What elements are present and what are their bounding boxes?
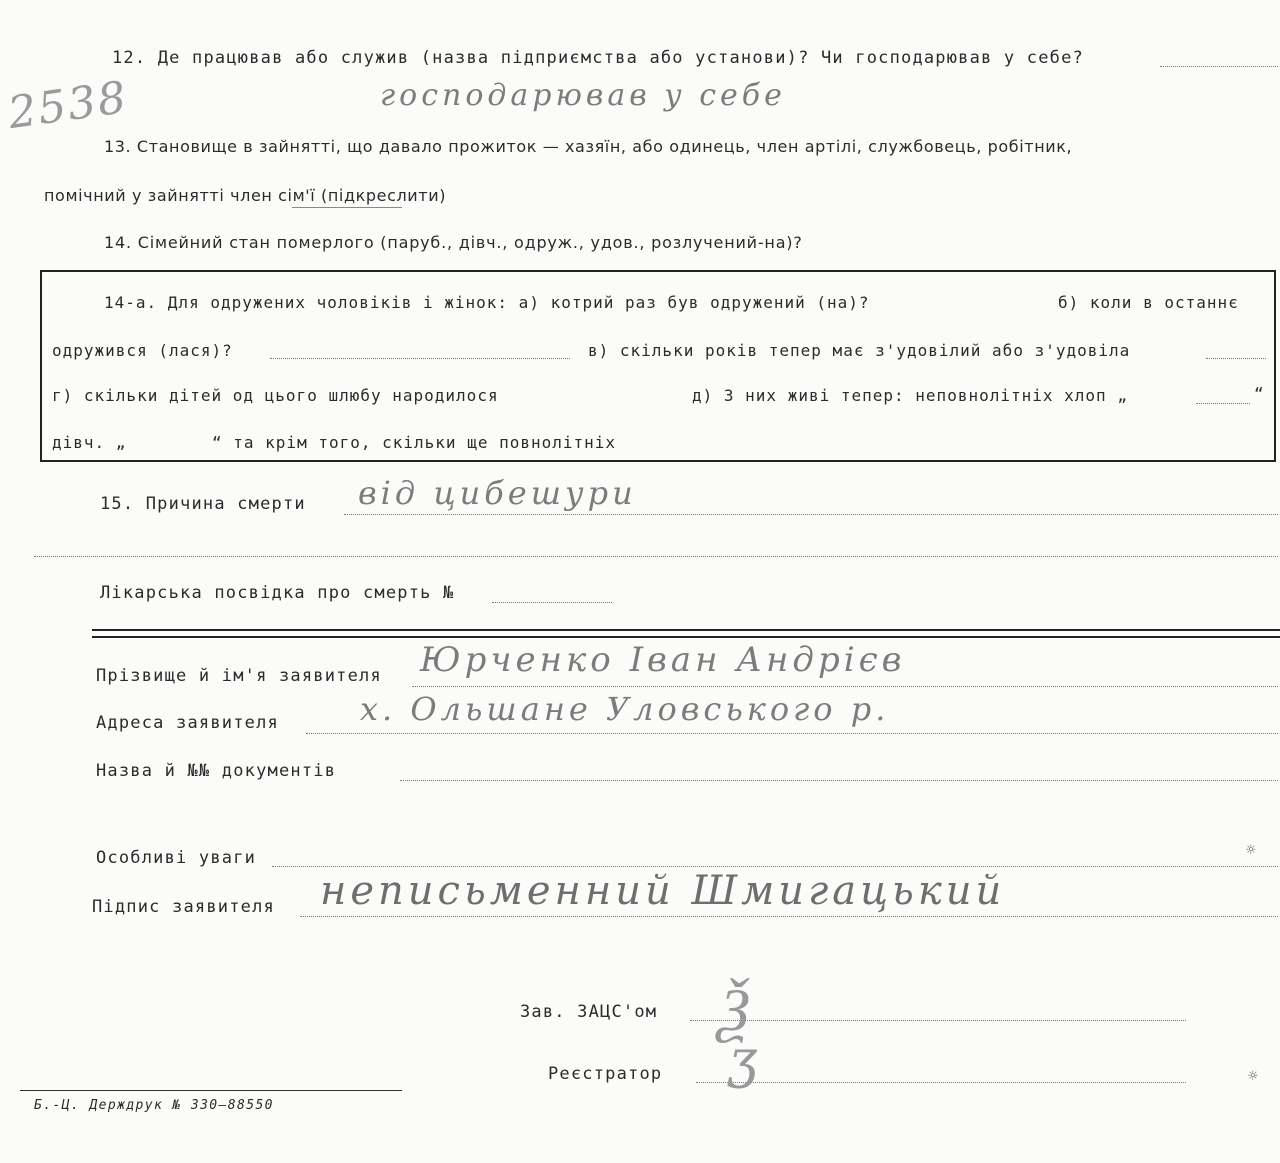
punch-mark-bottom-icon: ☼ [1248,1066,1258,1085]
applicant-address-label: Адреса заявителя [96,713,279,733]
punch-mark-icon: ☼ [1246,840,1256,859]
q15-answer: від цибешури [358,474,637,512]
q14a-line-4b: “ та крім того, скільки ще повнолітніх [212,433,617,452]
medical-certificate-line [492,602,612,603]
q12-label: 12. Де працював або служив (назва підприємства або установи)? Чи господарював у себе? [112,48,1084,68]
applicant-name-label: Прізвище й ім'я заявителя [96,666,382,686]
footer-rule [20,1090,402,1091]
zags-head-label: Зав. ЗАЦС'ом [520,1002,658,1022]
q14-label: 14. Сімейний стан померлого (паруб., дівч., одруж., удов., розлучений-на)? [104,233,803,252]
q12-answer: господарював у себе [380,78,786,113]
applicant-signature-label: Підпис заявителя [92,897,275,917]
section-divider-top [92,629,1280,631]
q15-answer-line [344,514,1278,515]
documents-line [400,780,1278,781]
q14a-line-2: одружився (лася)? [52,341,233,360]
margin-number: 2538 [5,71,131,140]
registrar-label: Реєстратор [548,1064,663,1084]
zags-head-line [690,1020,1186,1021]
zags-head-signature: Ѯ [720,975,750,1045]
applicant-signature-value: неписьменний Шмигацький [320,868,1006,914]
q14a-line-3c: “ [1254,384,1265,403]
q14a-line-3-dots [1196,403,1250,404]
q14a-line-2b-dots [1206,358,1266,359]
applicant-name-line [412,686,1278,687]
registrar-line [696,1082,1186,1083]
applicant-name-value: Юрченко Іван Андрієв [420,640,906,680]
printer-imprint: Б.-Ц. Держдрук № 330—88550 [34,1098,274,1113]
q14a-line-3: г) скільки дітей од цього шлюбу народилося [52,386,499,405]
applicant-address-value: х. Ольшане Уловського р. [360,690,890,728]
applicant-signature-line [300,916,1278,917]
special-notes-label: Особливі уваги [96,848,257,868]
q14a-line-4: дівч. „ [52,433,127,452]
documents-label: Назва й №№ документів [96,761,337,781]
q14a-line-2b: в) скільки років тепер має з'удовілий або з'удовіла [588,341,1131,360]
registrar-signature: ʒ [728,1030,758,1090]
applicant-address-line [306,733,1278,734]
q15-extra-line [34,556,1278,557]
q15-label: 15. Причина смерти [100,494,306,514]
q12-answer-line [1160,66,1278,67]
q13-line-2: помічний у зайнятті член сім'ї (підкреслити) [44,186,447,205]
special-notes-line [272,866,1278,867]
q14a-line-1b: б) коли в останнє [1058,293,1239,312]
q13-underline-mark [292,207,402,208]
section-divider-bottom [92,636,1280,638]
q14a-line-3b: д) З них живі тепер: неповнолітніх хлоп „ [692,386,1128,405]
q14a-line-2-dots [270,358,570,359]
medical-certificate-label: Лікарська посвідка про смерть № [100,583,455,603]
q14a-line-1: 14-а. Для одружених чоловіків і жінок: а) котрий раз був одружений (на)? [104,293,870,312]
q13-line-1: 13. Становище в зайнятті, що давало прожиток — хазяїн, або одинець, член артілі, службовець, робітник, [104,137,1073,156]
